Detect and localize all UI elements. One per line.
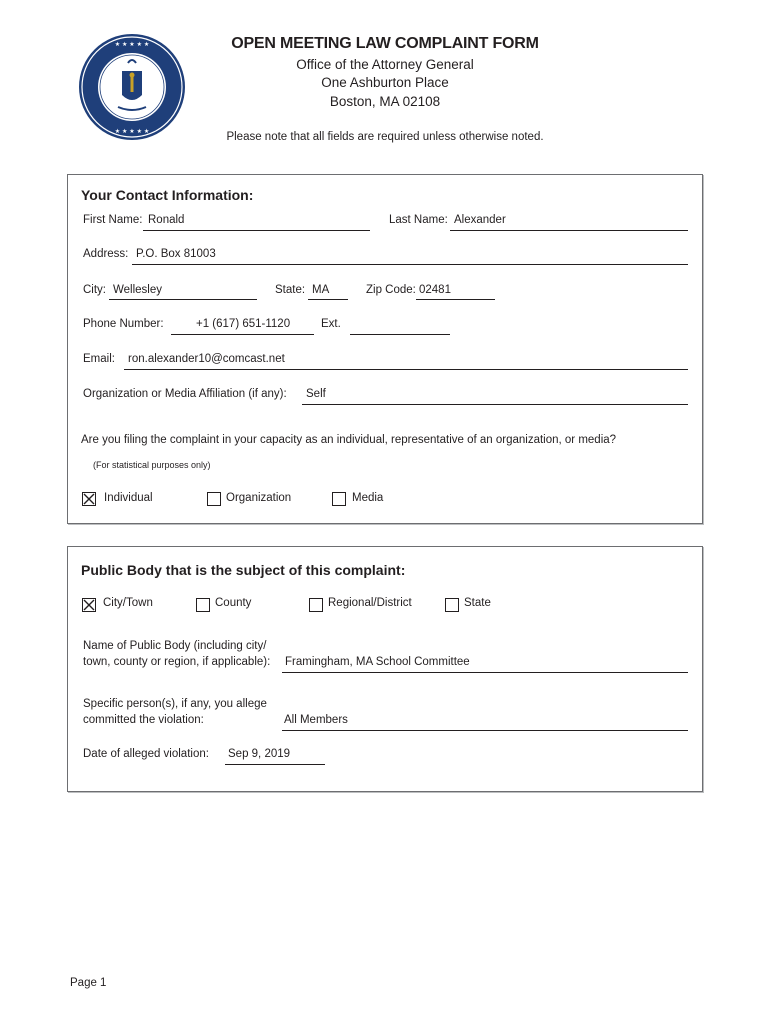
first-name-field[interactable]: Ronald	[148, 214, 185, 226]
individual-checkbox[interactable]	[82, 492, 96, 506]
public-body-name-underline	[282, 672, 688, 673]
svg-text:★ ★ ★ ★ ★: ★ ★ ★ ★ ★	[114, 128, 150, 135]
organization-label: Organization or Media Affiliation (if any):	[83, 388, 287, 400]
city-town-label: City/Town	[103, 597, 153, 609]
zip-code-label: Zip Code:	[366, 284, 416, 296]
svg-text:★ ★ ★ ★ ★: ★ ★ ★ ★ ★	[114, 41, 150, 48]
contact-information-section	[67, 174, 703, 524]
capacity-question: Are you filing the complaint in your capacity as an individual, representative of an organization, or media?	[81, 434, 617, 446]
required-fields-note: Please note that all fields are required unless otherwise noted.	[226, 131, 544, 143]
address-underline	[132, 264, 688, 265]
office-address-line2: Boston, MA 02108	[329, 94, 441, 109]
county-checkbox[interactable]	[196, 598, 210, 612]
address-field[interactable]: P.O. Box 81003	[136, 248, 216, 260]
capacity-note: (For statistical purposes only)	[93, 460, 211, 470]
email-underline	[124, 369, 688, 370]
state-label: State:	[275, 284, 306, 296]
violation-date-field[interactable]: Sep 9, 2019	[228, 748, 291, 760]
persons-label-line2: committed the violation:	[83, 714, 204, 726]
organization-option-label: Organization	[226, 492, 292, 504]
email-label: Email:	[83, 353, 115, 365]
first-name-label: First Name:	[83, 214, 143, 226]
phone-number-field[interactable]: +1 (617) 651-1120	[196, 318, 291, 330]
violation-date-label: Date of alleged violation:	[83, 748, 209, 760]
office-address-line1: One Ashburton Place	[321, 75, 449, 90]
media-label: Media	[352, 492, 384, 504]
county-label: County	[215, 597, 252, 609]
contact-heading: Your Contact Information:	[81, 187, 254, 203]
last-name-label: Last Name:	[389, 214, 448, 226]
extension-underline	[350, 334, 450, 335]
individual-label: Individual	[104, 492, 153, 504]
organization-underline	[302, 404, 688, 405]
public-body-heading: Public Body that is the subject of this complaint:	[81, 562, 406, 578]
violation-date-underline	[225, 764, 325, 765]
regional-district-checkbox[interactable]	[309, 598, 323, 612]
zip-code-field[interactable]: 02481	[419, 284, 451, 296]
public-body-name-label-line1: Name of Public Body (including city/	[83, 640, 267, 652]
first-name-underline	[143, 230, 370, 231]
phone-number-label: Phone Number:	[83, 318, 164, 330]
public-body-name-label-line2: town, county or region, if applicable):	[83, 656, 271, 668]
persons-underline	[282, 730, 688, 731]
email-field[interactable]: ron.alexander10@comcast.net	[128, 353, 285, 365]
extension-label: Ext.	[321, 318, 341, 330]
city-label: City:	[83, 284, 106, 296]
persons-field[interactable]: All Members	[284, 714, 348, 726]
city-underline	[109, 299, 257, 300]
organization-field[interactable]: Self	[306, 388, 326, 400]
form-title: OPEN MEETING LAW COMPLAINT FORM	[231, 35, 539, 52]
state-underline	[308, 299, 348, 300]
city-field[interactable]: Wellesley	[113, 284, 162, 296]
office-name: Office of the Attorney General	[296, 57, 474, 72]
state-option-label: State	[464, 597, 491, 609]
state-checkbox[interactable]	[445, 598, 459, 612]
public-body-section	[67, 546, 703, 792]
phone-underline	[171, 334, 314, 335]
last-name-field[interactable]: Alexander	[454, 214, 506, 226]
organization-checkbox[interactable]	[207, 492, 221, 506]
persons-label-line1: Specific person(s), if any, you allege	[83, 698, 267, 710]
address-label: Address:	[83, 248, 129, 260]
page-number: Page 1	[70, 977, 107, 989]
state-field[interactable]: MA	[312, 284, 330, 296]
attorney-general-seal	[78, 33, 186, 141]
city-town-checkbox[interactable]	[82, 598, 96, 612]
media-checkbox[interactable]	[332, 492, 346, 506]
regional-district-label: Regional/District	[328, 597, 412, 609]
last-name-underline	[450, 230, 688, 231]
zip-code-underline	[416, 299, 495, 300]
public-body-name-field[interactable]: Framingham, MA School Committee	[285, 656, 470, 668]
